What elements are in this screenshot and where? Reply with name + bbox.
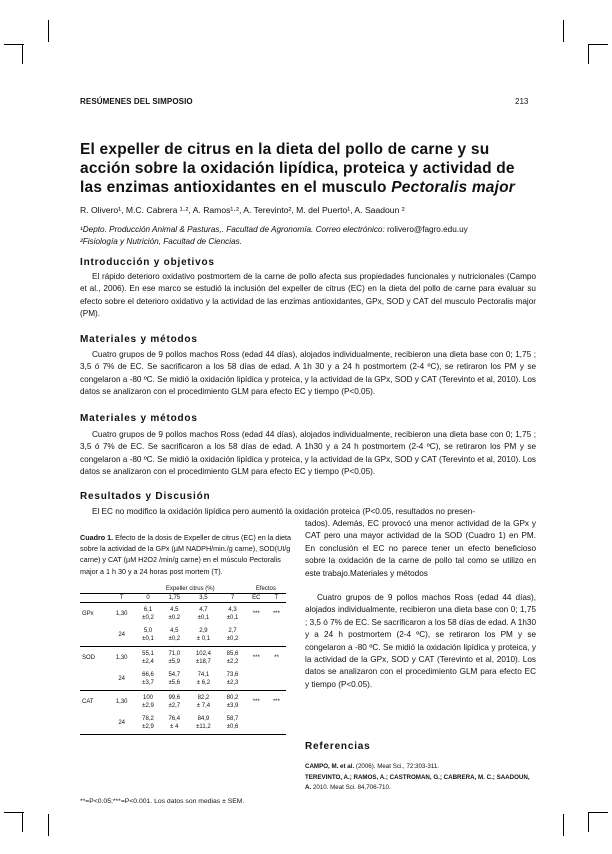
col-header: 1,75 xyxy=(168,595,181,601)
table-cell: 2,7 ±0,2 xyxy=(226,628,239,643)
table-row xyxy=(80,625,286,647)
row-group: SOD xyxy=(82,654,96,661)
table-cell: 58,7 ±0,6 xyxy=(226,716,239,731)
row-time: 24 xyxy=(118,720,126,727)
effect-t xyxy=(267,669,286,691)
intro-paragraph: El rápido deterioro oxidativo postmortem de la carne de pollo afecta sus propiedades funcionales y nutricionales (Campo et al., 2006). En ese marco se estudió la inclusión del expeller de citrus (EC) en la dieta del pollo de carne para evaluar su efecto sobre el deterioro oxidativo y la actividad de las enzimas antioxidantes, GPx, SOD y CAT del musculo Pectoralis major (PM). xyxy=(80,272,536,319)
row-group: GPx xyxy=(82,610,94,617)
row-time: 24 xyxy=(118,676,126,683)
effect-t: *** xyxy=(272,610,280,617)
col-header: T xyxy=(274,595,279,601)
crop-mark xyxy=(588,812,589,832)
table-cell: 66,6 ±3,7 xyxy=(142,672,154,687)
table-cell: 85,6 ±2,2 xyxy=(226,650,239,665)
table-cell: 2,9 ± 0,1 xyxy=(196,628,211,643)
effect-ec xyxy=(246,625,267,647)
table-caption: Cuadro 1. Efecto de la dosis de Expeller de citrus (EC) en la dieta sobre la actividad de la GPx (µM NADPH/min./g carne), SOD(UI/g carne) y CAT (µM H2O2 /min/g carne) en el músculo Pectoralis major a 1 h 30 y a 24 horas post mortem (T). xyxy=(80,533,291,576)
table-cell: 80,2 ±3,9 xyxy=(226,694,239,709)
table-cell: 54,7 ±5,6 xyxy=(168,672,181,687)
table-row xyxy=(80,603,286,625)
table-row xyxy=(80,647,286,669)
reference-item: CAMPO, M. et al. (2006). Meat Sci., 72:303-311. xyxy=(305,763,440,770)
table-row xyxy=(80,713,286,735)
title-line: El expeller de citrus en la dieta del pollo de carne y su xyxy=(80,141,490,158)
crop-mark xyxy=(588,44,608,45)
section-heading-results: Resultados y Discusión xyxy=(80,491,211,502)
crop-mark xyxy=(588,44,589,64)
crop-mark xyxy=(48,814,49,836)
effect-t xyxy=(267,625,286,647)
table-cell: 76,4 ± 4 xyxy=(168,716,181,731)
effect-ec: *** xyxy=(252,654,260,661)
row-group xyxy=(80,669,109,691)
effect-ec xyxy=(246,669,267,691)
article-title xyxy=(80,140,540,197)
title-line: acción sobre la oxidación lipídica, proteica y actividad de xyxy=(80,160,515,177)
col-header: 3,5 xyxy=(199,595,208,601)
table-cell: 6,1 ±0,2 xyxy=(142,606,154,621)
effect-t: *** xyxy=(272,698,280,705)
table-cell: 73,6 ±2,3 xyxy=(226,672,239,687)
row-group xyxy=(80,625,109,647)
table-cell: 82,2 ± 7,4 xyxy=(196,694,211,709)
col-header: 7 xyxy=(230,595,235,601)
table-cell: 78,2 ±2,9 xyxy=(142,716,154,731)
table-cell: 74,1 ± 6,2 xyxy=(196,672,211,687)
table-cell: 102,4 ±18,7 xyxy=(195,650,211,665)
effect-ec xyxy=(246,713,267,735)
col-header: 0 xyxy=(146,595,150,601)
table-footnote: **=P<0.05;***=P<0.001. Los datos son medias ± SEM. xyxy=(80,798,245,805)
authors: R. Olivero¹, M.C. Cabrera ¹·², A. Ramos¹·², A. Terevinto², M. del Puerto¹, A. Saadoun ² xyxy=(80,205,405,215)
section-heading-intro: Introducción y objetivos xyxy=(80,257,215,268)
crop-mark xyxy=(22,812,23,832)
section-heading-references: Referencias xyxy=(305,741,371,752)
references-list xyxy=(305,762,536,794)
table-group-header: Expeller citrus (%) xyxy=(135,585,246,594)
col-header: T xyxy=(119,595,124,601)
table-effects-header: Efectos xyxy=(246,585,286,594)
table-row xyxy=(80,669,286,691)
table-cell: 4,3 ±0,1 xyxy=(226,606,239,621)
crop-mark xyxy=(4,44,24,45)
results-table xyxy=(80,585,286,735)
row-time: 24 xyxy=(118,632,126,639)
table-cell: 100 ±2,9 xyxy=(142,694,154,709)
crop-mark xyxy=(4,812,24,813)
row-time: 1,30 xyxy=(115,698,128,705)
crop-mark xyxy=(588,812,608,813)
affiliations: ¹Depto. Producción Animal & Pasturas,. Facultad de Agronomía. Correo electrónico: rolivero@fagro.edu.uy ²Fisiología y Nutrición, Facultad de Ciencias. xyxy=(80,225,468,246)
table-cell: 4,5 ±0,2 xyxy=(168,606,181,621)
results-first-line: El EC no modifico la oxidación lipídica pero aumentó la oxidación proteica (P<0.05, resultados no presen- xyxy=(92,507,475,516)
crop-mark xyxy=(48,20,49,42)
methods-paragraph: Cuatro grupos de 9 pollos machos Ross (edad 44 días), alojados individualmente, recibieron una dieta base con 0; 1,75 ; 3,5 ó 7% de EC. Se sacrificaron a los 58 días de edad. A 1h 30 y a 24 h postmortem (2-4 ºC), se retiraron los PM y se congelaron a -80 ºC. Se midió la oxidación lipídica y proteica, y la actividad de la GPx, SOD y CAT (Terevinto et al, 2010). Los datos se analizaron con el procedimiento GLM para efecto EC y tiempo (P<0.05). xyxy=(80,350,536,397)
row-time: 1,30 xyxy=(115,654,128,661)
table-cell: 4,5 ±0,2 xyxy=(168,628,181,643)
results-paragraph-2: Cuatro grupos de 9 pollos machos Ross (edad 44 días), alojados individualmente, recibieron una dieta base con 0; 1,75 ; 3,5 ó 7% de EC. Se sacrificaron a los 58 días de edad. A 1h30 y a 24 h postmortem (2-4 ºC), se retiraron los PM y se congelaron a -80 ºC. Se midió la oxidación lipídica y proteica, y la actividad de la GPx, SOD y CAT (Terevinto et al, 2010). Los datos se analizaron con el procedimiento GLM para efecto EC y tiempo (P<0.05). xyxy=(305,593,536,689)
table-cell: 55,1 ±2,4 xyxy=(142,650,154,665)
col-header: EC xyxy=(252,595,261,601)
table-cell: 4,7 ±0,1 xyxy=(197,606,210,621)
row-group xyxy=(80,713,109,735)
results-paragraph: tados). Además, EC provocó una menor actividad de la GPx y CAT pero una mayor actividad de la SOD (Cuadro 1) en PM. En conclusión el EC no parece tener un efecto beneficioso sobre la oxidación de la carne de pollo tal como se utilizo en este trabajo.Materiales y métodos xyxy=(305,519,536,578)
table-row xyxy=(80,691,286,713)
reference-item: TEREVINTO, A.; RAMOS, A.; CASTROMAN, G.; CABRERA, M. C.; SAADOUN, A. 2010. Meat Sci. 84,706-710. xyxy=(305,773,530,791)
effect-ec: *** xyxy=(252,610,260,617)
table-cell: 84,9 ±11,2 xyxy=(196,716,211,731)
running-header: RESÚMENES DEL SIMPOSIO xyxy=(80,97,193,106)
page-number: 213 xyxy=(515,97,529,106)
table-cell: 71,0 ±5,9 xyxy=(168,650,181,665)
effect-ec: *** xyxy=(252,698,260,705)
row-time: 1,30 xyxy=(115,610,128,617)
section-heading-methods-2: Materiales y métodos xyxy=(80,413,198,424)
section-heading-methods: Materiales y métodos xyxy=(80,334,198,345)
title-line: las enzimas antioxidantes en el musculo Pectoralis major xyxy=(80,179,516,196)
effect-t: ** xyxy=(274,654,279,661)
methods-paragraph-2: Cuatro grupos de 9 pollos machos Ross (edad 44 días), alojados individualmente, recibieron una dieta base con 0; 1,75 ; 3,5 ó 7% de EC. Se sacrificaron a los 58 días de edad. A 1h30 y a 24 h postmortem (2-4 ºC), se retiraron los PM y se congelaron a -80 ºC. Se midió la oxidación lipídica y proteica, y la actividad de la GPx, SOD y CAT (Terevinto et al, 2010). Los datos se analizaron con el procedimiento GLM para efecto EC y tiempo (P<0.05). xyxy=(80,430,536,477)
effect-t xyxy=(267,713,286,735)
crop-mark xyxy=(563,20,564,42)
table-cell: 5,0 ±0,1 xyxy=(142,628,154,643)
crop-mark xyxy=(563,814,564,836)
table-cell: 99,6 ±2,7 xyxy=(168,694,181,709)
crop-mark xyxy=(22,44,23,64)
row-group: CAT xyxy=(82,698,94,705)
